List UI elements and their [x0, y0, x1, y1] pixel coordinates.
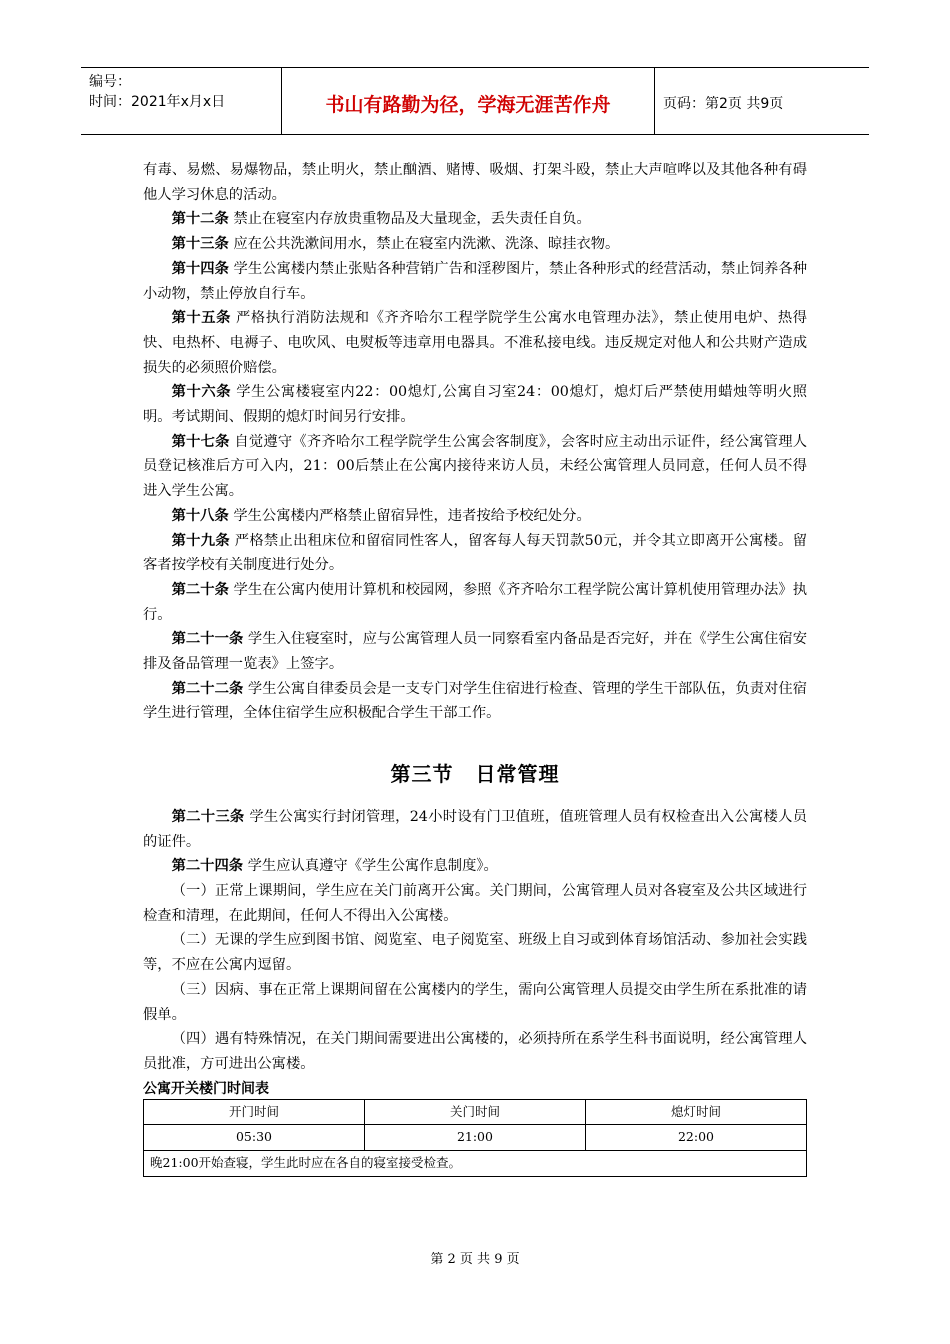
paragraph-text: 学生公寓楼内禁止张贴各种营销广告和淫秽图片，禁止各种形式的经营活动，禁止饲养各种小动物，禁止停放自行车。	[143, 260, 808, 302]
date-label: 时间：2021年x月x日	[89, 94, 226, 110]
article-number: 第十八条	[171, 507, 229, 524]
paragraph-text: （四）遇有特殊情况，在关门期间需要进出公寓楼的，必须持所在系学生科书面说明，经公寓管理人员批准，方可进出公寓楼。	[143, 1031, 807, 1072]
paragraph-text: 学生应认真遵守《学生公寓作息制度》。	[243, 858, 498, 875]
page-footer: 第 2 页 共 9 页	[430, 1252, 520, 1267]
paragraph-text: 学生公寓实行封闭管理，24小时设有门卫值班，值班管理人员有权检查出入公寓楼人员的证件。	[143, 808, 808, 850]
paragraph-text: 有毒、易燃、易爆物品，禁止明火，禁止酗酒、赌博、吸烟、打架斗殴，禁止大声喧哗以及其他各种有碍他人学习休息的活动。	[143, 162, 807, 203]
schedule-table-title: 公寓开关楼门时间表	[143, 1080, 269, 1097]
paragraph-text: （二）无课的学生应到图书馆、阅览室、电子阅览室、班级上自习或到体育场馆活动、参加社会实践等，不应在公寓内逗留。	[143, 932, 807, 974]
schedule-header-row	[144, 1099, 807, 1125]
paragraph-text: 应在公共洗漱间用水，禁止在寝室内洗漱、洗涤、晾挂衣物。	[228, 236, 620, 253]
section-title: 日常管理	[475, 762, 560, 787]
article-number: 第二十二条	[171, 680, 244, 697]
article-number: 第十四条	[171, 260, 229, 277]
schedule-header-lights-out: 熄灯时间	[585, 1099, 806, 1125]
paragraph-text: 自觉遵守《齐齐哈尔工程学院学生公寓会客制度》，会客时应主动出示证件，经公寓管理人员登记核准后方可入内，21：00后禁止在公寓内接待来访人员，未经公寓管理人员同意，任何人员不得进入学生公寓。	[143, 433, 808, 500]
paragraph	[143, 627, 807, 676]
schedule-lights-out-time: 22:00	[585, 1125, 806, 1151]
paragraph-text: 学生公寓自律委员会是一支专门对学生住宿进行检查、管理的学生干部队伍，负责对住宿学生进行管理，全体住宿学生应积极配合学生干部工作。	[143, 680, 808, 722]
article-number: 第二十四条	[171, 858, 244, 875]
schedule-values-row	[144, 1125, 807, 1151]
daily-management-list	[143, 805, 807, 1077]
schedule-header-open: 开门时间	[144, 1099, 365, 1125]
paragraph	[143, 430, 807, 504]
paragraph-text: 严格执行消防法规和《齐齐哈尔工程学院学生公寓水电管理办法》，禁止使用电炉、热得快、电热杯、电褥子、电吹风、电熨板等违章用电器具。不准私接电线。违反规定对他人和公共财产造成损失的必须照价赔偿。	[143, 310, 808, 376]
paragraph	[143, 504, 807, 529]
article-number: 第十二条	[171, 211, 229, 228]
header-meta	[81, 68, 282, 134]
article-number: 第十七条	[171, 433, 230, 450]
header-motto: 书山有路勤为径，学海无涯苦作舟	[282, 68, 655, 134]
article-number: 第十九条	[171, 532, 230, 549]
paragraph	[143, 854, 807, 879]
paragraph-text: 学生入住寝室时，应与公寓管理人员一同察看室内备品是否完好，并在《学生公寓住宿安排及备品管理一览表》上签字。	[143, 631, 808, 673]
paragraph-text: 严格禁止出租床位和留宿同性客人，留客每人每天罚款50元，并令其立即离开公寓楼。留客者按学校有关制度进行处分。	[143, 532, 808, 574]
paragraph	[143, 380, 807, 429]
article-number: 第十五条	[171, 310, 231, 327]
paragraph-text: 禁止在寝室内存放贵重物品及大量现金，丢失责任自负。	[228, 211, 591, 228]
paragraph	[143, 879, 807, 928]
page-header	[81, 67, 869, 135]
paragraph	[143, 978, 807, 1027]
article-number: 第二十条	[171, 581, 229, 598]
paragraph	[143, 805, 807, 854]
paragraph-text: （一）正常上课期间，学生应在关门前离开公寓。关门期间，公寓管理人员对各寝室及公共区域进行检查和清理，在此期间，任何人不得出入公寓楼。	[143, 882, 807, 924]
number-label: 编号：	[89, 74, 131, 90]
rules-list	[143, 158, 807, 726]
paragraph	[143, 306, 807, 380]
paragraph	[143, 158, 807, 207]
paragraph	[143, 928, 807, 977]
section-heading	[143, 762, 807, 787]
paragraph	[143, 207, 807, 232]
paragraph	[143, 677, 807, 726]
article-number: 第十六条	[171, 384, 232, 401]
paragraph	[143, 1027, 807, 1076]
article-number: 第二十三条	[171, 808, 245, 825]
paragraph-text: 学生公寓楼内严格禁止留宿异性，违者按给予校纪处分。	[228, 507, 591, 524]
paragraph	[143, 578, 807, 627]
schedule-note-row	[144, 1151, 807, 1177]
paragraph-text: 学生公寓楼寝室内22：00熄灯,公寓自习室24：00熄灯，熄灯后严禁使用蜡烛等明火照明。考试期间、假期的熄灯时间另行安排。	[143, 384, 807, 426]
schedule-note: 晚21:00开始查寝，学生此时应在各自的寝室接受检查。	[144, 1151, 807, 1177]
schedule-open-time: 05:30	[144, 1125, 365, 1151]
paragraph	[143, 232, 807, 257]
paragraph	[143, 257, 807, 306]
paragraph	[143, 529, 807, 578]
schedule-table	[143, 1099, 807, 1177]
article-number: 第十三条	[171, 236, 229, 253]
schedule-header-close: 关门时间	[364, 1099, 585, 1125]
schedule-close-time: 21:00	[364, 1125, 585, 1151]
paragraph-text: 学生在公寓内使用计算机和校园网，参照《齐齐哈尔工程学院公寓计算机使用管理办法》执行。	[143, 581, 808, 623]
article-number: 第二十一条	[171, 631, 244, 648]
document-body	[143, 158, 807, 1177]
section-number: 第三节	[390, 762, 454, 787]
paragraph-text: （三）因病、事在正常上课期间留在公寓楼内的学生，需向公寓管理人员提交由学生所在系批准的请假单。	[143, 981, 807, 1023]
header-page-label: 页码：第2页 共9页	[663, 96, 784, 112]
